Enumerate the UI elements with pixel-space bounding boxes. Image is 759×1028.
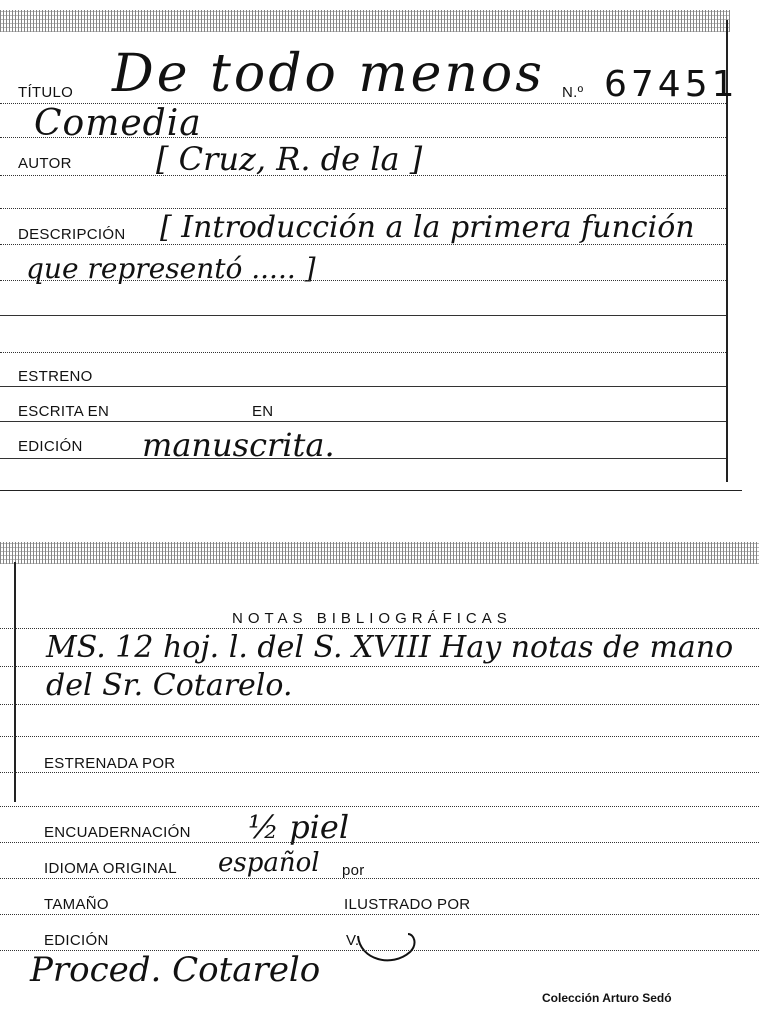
descripcion-line2-rule <box>0 280 726 281</box>
ilustrado-label: ILUSTRADO POR <box>344 896 471 913</box>
numero-label: N.º <box>562 84 584 101</box>
edicion-back-label: EDICIÓN <box>44 932 109 949</box>
tamano-label: TAMAÑO <box>44 896 109 913</box>
card-back-top-edge-texture <box>0 542 759 564</box>
idioma-value: español <box>218 848 320 878</box>
notas-line2-rule <box>0 704 759 705</box>
notas-line1-rule <box>0 666 759 667</box>
encuadernacion-value: ½ piel <box>248 808 350 846</box>
procedencia-value: Proced. Cotarelo <box>30 950 321 990</box>
numero-value: 67451 <box>604 64 739 105</box>
blank-rule-2 <box>0 315 726 316</box>
encuadernacion-label: ENCUADERNACIÓN <box>44 824 191 841</box>
card-bottom-edge <box>0 490 742 491</box>
notas-title: NOTAS BIBLIOGRÁFICAS <box>232 610 512 627</box>
catalog-card-back <box>0 538 759 1028</box>
autor-label: AUTOR <box>18 155 72 172</box>
catalog-card-front <box>0 0 739 495</box>
descripcion-line2: que representó ..... ] <box>26 252 316 285</box>
card-back-left-border <box>14 562 16 802</box>
notas-title-rule <box>0 628 759 629</box>
escrita-rule <box>0 421 726 422</box>
tamano-rule <box>0 914 759 915</box>
estreno-label: ESTRENO <box>18 368 93 385</box>
edicion-rule <box>0 458 726 459</box>
descripcion-label: DESCRIPCIÓN <box>18 226 126 243</box>
card-top-edge-texture <box>0 10 730 32</box>
idioma-rule <box>0 878 759 879</box>
escrita-en-label: ESCRITA EN <box>18 403 110 420</box>
titulo-label: TÍTULO <box>18 84 74 101</box>
edicion-label: EDICIÓN <box>18 438 83 455</box>
estreno-rule <box>0 386 726 387</box>
descripcion-line1: [ Introducción a la primera función <box>160 210 695 245</box>
encuadernacion-rule <box>0 842 759 843</box>
blank-rule-1 <box>0 208 726 209</box>
autor-value: [ Cruz, R. de la ] <box>156 140 423 178</box>
coleccion-label: Colección Arturo Sedó <box>542 991 672 1005</box>
estrenada-por-label: ESTRENADA POR <box>44 755 176 772</box>
notas-blank-rule <box>0 736 759 737</box>
estrenada-rule <box>0 772 759 773</box>
en-label: EN <box>252 403 274 420</box>
v-label: V. <box>346 932 360 949</box>
titulo-line2-rule <box>0 137 726 138</box>
titulo-line2: Comedia <box>34 103 202 144</box>
blank-rule-3 <box>0 352 726 353</box>
idioma-label: IDIOMA ORIGINAL <box>44 860 177 877</box>
edicion-value: manuscrita. <box>142 426 335 464</box>
notas-line2: del Sr. Cotarelo. <box>46 668 293 703</box>
descripcion-rule <box>0 244 726 245</box>
titulo-value: De todo menos <box>112 44 545 104</box>
por-label: por <box>342 862 365 879</box>
autor-rule <box>0 175 726 176</box>
notas-line1: MS. 12 hoj. l. del S. XVIII Hay notas de mano <box>46 630 734 665</box>
back-blank-rule <box>0 806 759 807</box>
